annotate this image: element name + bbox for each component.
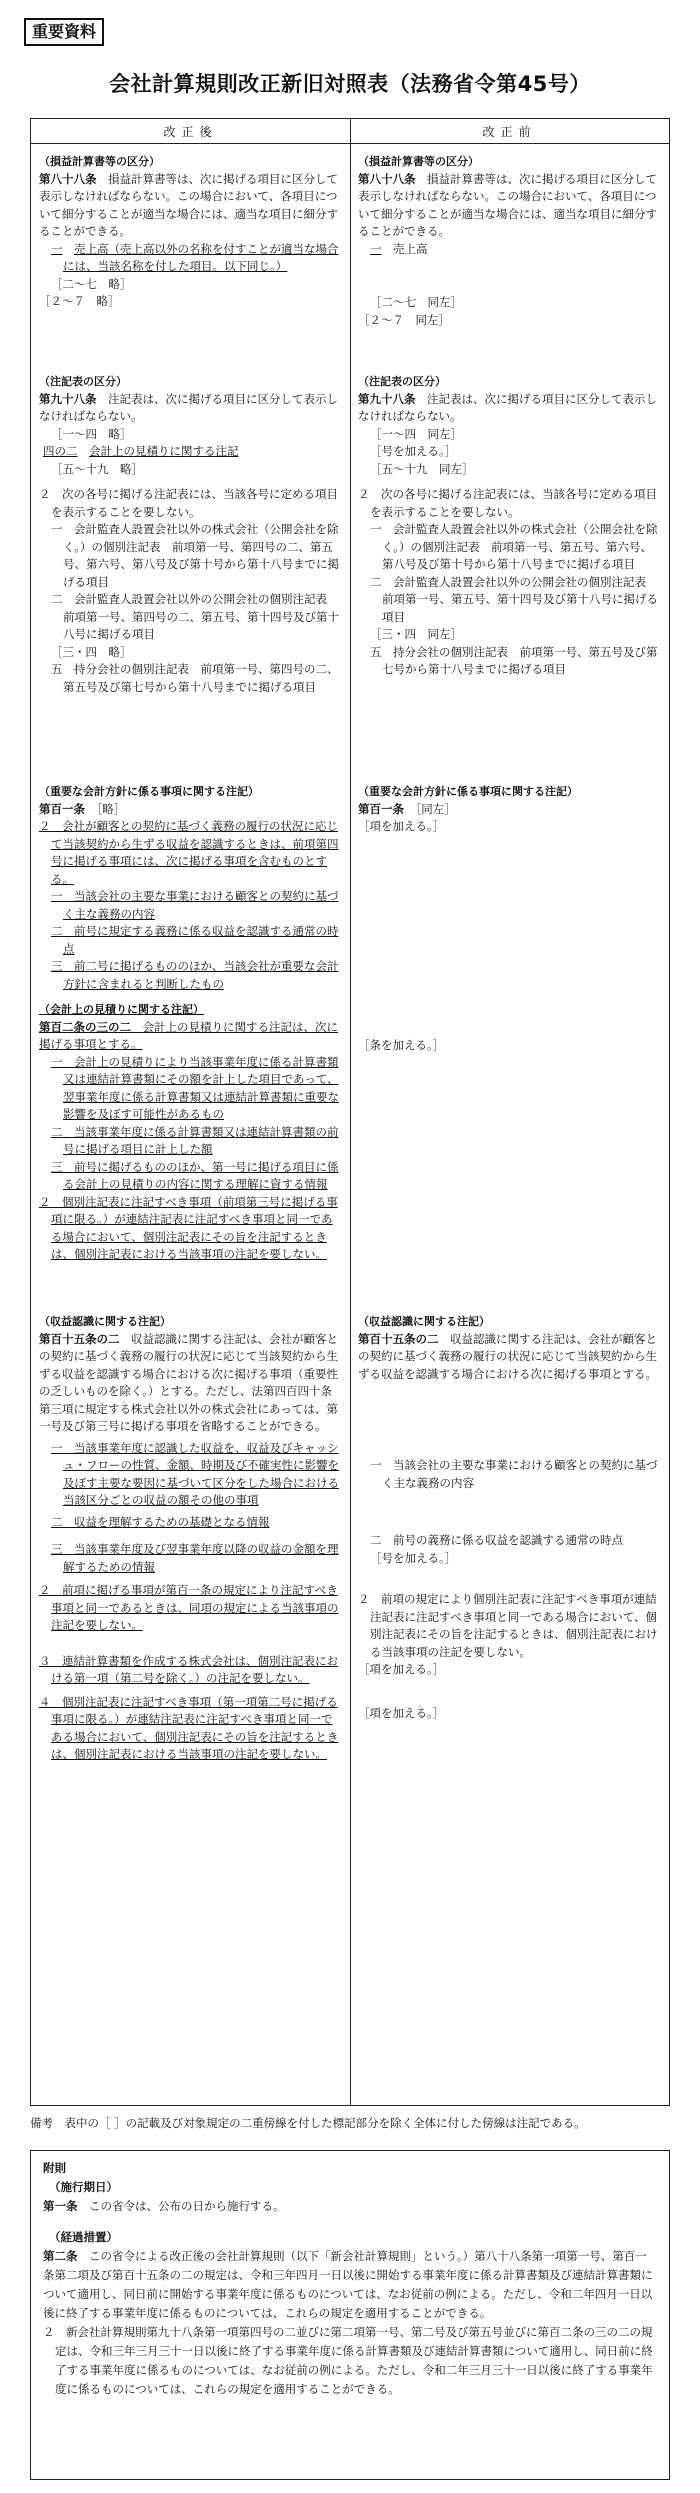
article-number: 第八十八条 (39, 171, 97, 186)
item-text: 売上高 (393, 241, 428, 256)
heading: （重要な会計方針に係る事項に関する注記） (39, 785, 259, 798)
after-section-88 (39, 153, 339, 311)
before-section-115-2 (358, 1313, 658, 1722)
paragraph: ３ 連結計算書類を作成する株式会社は、個別注記表における第一項（第二号を除く。）の注記を要しない。 (39, 1653, 338, 1685)
item-number: 一 (370, 241, 382, 256)
heading: （会計上の見積りに関する注記） (39, 1003, 204, 1016)
item: ［号を加える。］ (370, 444, 457, 458)
after-section-101 (39, 783, 339, 993)
article-text: 第百十五条の二 収益認識に関する注記は、会社が顧客との契約に基づく義務の履行の状況に応じて当該契約から生ずる収益を認識する場合における次に掲げる事項とする。 (358, 1331, 657, 1381)
article-number: 第百十五条の二 (358, 1331, 439, 1346)
item: 一 会計上の見積りにより当該事業年度に係る計算書類又は連結計算書類にその額を計上した項目であって、翌事業年度に係る計算書類又は連結計算書類に重要な影響を及ぼす可能性があるもの (51, 1054, 339, 1121)
article-text: 第百一条 ［同左］ (358, 801, 456, 816)
heading: （注記表の区分） (39, 375, 127, 388)
item: ［２～７ 同左］ (358, 312, 450, 327)
heading: （損益計算書等の区分） (39, 155, 160, 168)
important-badge: 重要資料 (24, 18, 104, 46)
fusoku-paragraph: ２ 新会社計算規則第九十八条第一項第四号の二並びに第二項第一号、第二号及び第五号並びに第百二条の三の二の規定は、令和三年三月三十一日以後に終了する事業年度に係る計算書類及び連結計算書類について適用し、同日前に終了する事業年度に係るものについては、なお従前の例による。ただし、令和二年三月三十一日以後に終了する事業年度に係るものについては、これらの規定を適用することができる。 (43, 2325, 653, 2396)
item: 一 当該会社の主要な事業における顧客との契約に基づく主な義務の内容 (51, 889, 339, 921)
item: 三 当該事業年度及び翌事業年度以降の収益の金額を理解するための情報 (51, 1542, 339, 1574)
after-section-115-2 (39, 1313, 339, 1764)
placeholder: ［号を加える。］ (370, 1550, 457, 1565)
item: 二 前号に規定する義務に係る収益を認識する通常の時点 (51, 924, 339, 956)
header-before: 改正前 (482, 125, 537, 139)
item: 二 前号の義務に係る収益を認識する通常の時点 (370, 1533, 623, 1547)
supplementary-provisions (30, 2150, 670, 2480)
fusoku-article-1: 第一条 この省令は、公布の日から施行する。 (43, 2199, 285, 2213)
item: ［五～十九 略］ (51, 461, 143, 476)
before-section-98 (358, 373, 658, 679)
paragraph: ２ 前項の規定により個別注記表に注記すべき事項が連結注記表に注記すべき事項と同一である場合において、個別注記表にその旨を注記するときは、個別注記表における当該事項の注記を要しない。 (358, 1592, 658, 1659)
before-section-102-3-2 (358, 1037, 658, 1055)
fusoku-heading: 附則 (43, 2161, 66, 2175)
placeholder: ［項を加える。］ (358, 1662, 445, 1676)
after-section-102-3-2 (39, 1001, 339, 1264)
item (39, 241, 339, 276)
article-number: 第九十八条 (39, 391, 97, 406)
article-number: 第百一条 (358, 801, 404, 816)
before-section-88 (358, 153, 658, 329)
item: 五 持分会社の個別注記表 前項第一号、第四号の二、第五号及び第七号から第十八号までに掲げる項目 (51, 662, 339, 694)
article-number: 第一条 (43, 2199, 78, 2213)
item (39, 443, 339, 461)
item-text: 会計上の見積りに関する注記 (89, 444, 239, 458)
item: 二 会計監査人設置会社以外の公開会社の個別注記表 前項第一号、第四号の二、第五号、第十四号及び第十八号に掲げる項目 (51, 592, 339, 641)
item: ［二～七 同左］ (370, 295, 462, 309)
article-text: 第九十八条 注記表は、次に掲げる項目に区分して表示しなければならない。 (39, 391, 338, 423)
item-number: 四の二 (43, 444, 78, 458)
item: 二 会計監査人設置会社以外の公開会社の個別注記表 前項第一号、第五号、第十四号及び第十八号に掲げる項目 (370, 574, 658, 624)
item: ［２～７ 略］ (39, 294, 120, 308)
item: 五 持分会社の個別注記表 前項第一号、第五号及び第七号から第十八号までに掲げる項目 (370, 644, 658, 676)
item: ［一～四 略］ (51, 426, 132, 441)
comparison-table (30, 118, 670, 2106)
item: 二 収益を理解するための基礎となる情報 (51, 1514, 270, 1529)
item: 一 会計監査人設置会社以外の株式会社（公開会社を除く。）の個別注記表 前項第一号、第五号、第六号、第八号及び第十号から第十八号までに掲げる項目 (370, 522, 658, 571)
page-title: 会社計算規則改正新旧対照表（法務省令第45号） (109, 72, 591, 96)
item: 一 当該事業年度に認識した収益を、収益及びキャッシュ・フローの性質、金額、時期及び不確実性に影響を及ぼす主要な要因に基づいて区分をした場合における当該区分ごとの収益の額その他の事項 (51, 1440, 339, 1507)
paragraph: ２ 前項に掲げる事項が第百一条の規定により注記すべき事項と同一であるときは、同項の規定による当該事項の注記を要しない。 (39, 1583, 339, 1632)
item: ［五～十九 同左］ (370, 461, 474, 476)
before-section-101 (358, 783, 658, 836)
item: 二 当該事業年度に係る計算書類又は連結計算書類の前号に掲げる項目に計上した額 (51, 1124, 339, 1156)
remarks-note: 備考 表中の［ ］の記載及び対象規定の二重傍線を付した標記部分を除く全体に付した傍線は注記である。 (30, 2116, 586, 2130)
heading: （収益認識に関する注記） (39, 1315, 171, 1328)
article-text: 第八十八条 損益計算書等は、次に掲げる項目に区分して表示しなければならない。この場合において、各項目について細分することが適当な場合には、適当な項目に細分することができる。 (358, 171, 657, 238)
item (358, 241, 658, 259)
item-text: 売上高（売上高以外の名称を付すことが適当な場合には、当該名称を付した項目。以下同じ。） (63, 241, 339, 273)
fusoku-sub-heading: （経過措置） (49, 2230, 118, 2244)
placeholder: ［項を加える。］ (358, 1705, 445, 1720)
after-section-98 (39, 373, 339, 696)
heading: （損益計算書等の区分） (358, 155, 479, 168)
article-number: 第八十八条 (358, 171, 416, 186)
article-number: 第百一条 (39, 801, 85, 816)
item: 三 前二号に掲げるもののほか、当該会社が重要な会計方針に含まれると判断したもの (51, 959, 339, 991)
item-number: 一 (51, 241, 63, 256)
fusoku-sub-heading: （施行期日） (49, 2180, 118, 2194)
paragraph: ２ 次の各号に掲げる注記表には、当該各号に定める項目を表示することを要しない。 (39, 487, 338, 519)
placeholder: ［条を加える。］ (358, 1038, 445, 1052)
article-number: 第百二条の三の二 (39, 1019, 131, 1034)
item: 一 当該会社の主要な事業における顧客との契約に基づく主な義務の内容 (370, 1458, 658, 1490)
item: 三 前号に掲げるもののほか、第一号に掲げる項目に係る会計上の見積りの内容に関する理解に資する情報 (51, 1159, 339, 1191)
article-text: 第百二条の三の二 会計上の見積りに関する注記は、次に掲げる事項とする。 (39, 1019, 338, 1051)
heading: （注記表の区分） (358, 375, 446, 388)
heading: （重要な会計方針に係る事項に関する注記） (358, 785, 578, 798)
placeholder: ［項を加える。］ (358, 819, 445, 833)
article-number: 第二条 (43, 2249, 78, 2263)
header-after: 改正後 (163, 125, 218, 139)
item: ［二～七 略］ (51, 276, 132, 291)
item: ［三・四 略］ (51, 644, 132, 659)
heading: （収益認識に関する注記） (358, 1315, 490, 1328)
item: 一 会計監査人設置会社以外の株式会社（公開会社を除く。）の個別注記表 前項第一号、第四号の二、第五号、第六号、第八号及び第十号から第十八号までに掲げる項目 (51, 522, 339, 589)
item: ［一～四 同左］ (370, 426, 462, 441)
article-text: 第九十八条 注記表は、次に掲げる項目に区分して表示しなければならない。 (358, 391, 657, 423)
paragraph: ４ 個別注記表に注記すべき事項（第一項第二号に掲げる事項に限る。）が連結注記表に注記すべき事項と同一である場合において、個別注記表にその旨を注記するときは、個別注記表における当該事項の注記を要しない。 (39, 1694, 339, 1761)
paragraph: ２ 個別注記表に注記すべき事項（前項第三号に掲げる事項に限る。）が連結注記表に注記すべき事項と同一である場合において、個別注記表にその旨を注記するときは、個別注記表における当該事項の注記を要しない。 (39, 1194, 338, 1261)
article-number: 第百十五条の二 (39, 1331, 120, 1346)
article-text: 第八十八条 損益計算書等は、次に掲げる項目に区分して表示しなければならない。この場合において、各項目について細分することが適当な場合には、適当な項目に細分することができる。 (39, 171, 338, 238)
paragraph: ２ 会社が顧客との契約に基づく義務の履行の状況に応じて当該契約から生ずる収益を認識するときは、前項第四号に掲げる事項には、次に掲げる事項を含むものとする。 (39, 819, 339, 886)
item: ［三・四 同左］ (370, 627, 462, 641)
article-text: 第百十五条の二 収益認識に関する注記は、会社が顧客との契約に基づく義務の履行の状況に応じて当該契約から生ずる収益を認識する場合における次に掲げる事項（重要性の乏しいものを除く。）とする。ただし、法第四百四十条第三項に規定する株式会社以外の株式会社にあっては、第一号及び第三号に掲げる事項を省略することができる。 (39, 1331, 338, 1433)
fusoku-article-2: 第二条 この省令による改正後の会社計算規則（以下「新会社計算規則」という。）第八十八条第一項第一号、第百一条第二項及び第百十五条の二の規定は、令和三年四月一日以後に開始する事業年度に係る計算書類及び連結計算書類について適用し、同日前に開始する事業年度に係るものについては、なお従前の例による。ただし、令和二年四月一日以後に終了する事業年度に係るものについては、これらの規定を適用することができる。 (43, 2249, 653, 2320)
column-divider (350, 119, 351, 2105)
article-number: 第九十八条 (358, 391, 416, 406)
article-text: 第百一条 ［略］ (39, 801, 126, 816)
paragraph: ２ 次の各号に掲げる注記表には、当該各号に定める項目を表示することを要しない。 (358, 487, 657, 519)
